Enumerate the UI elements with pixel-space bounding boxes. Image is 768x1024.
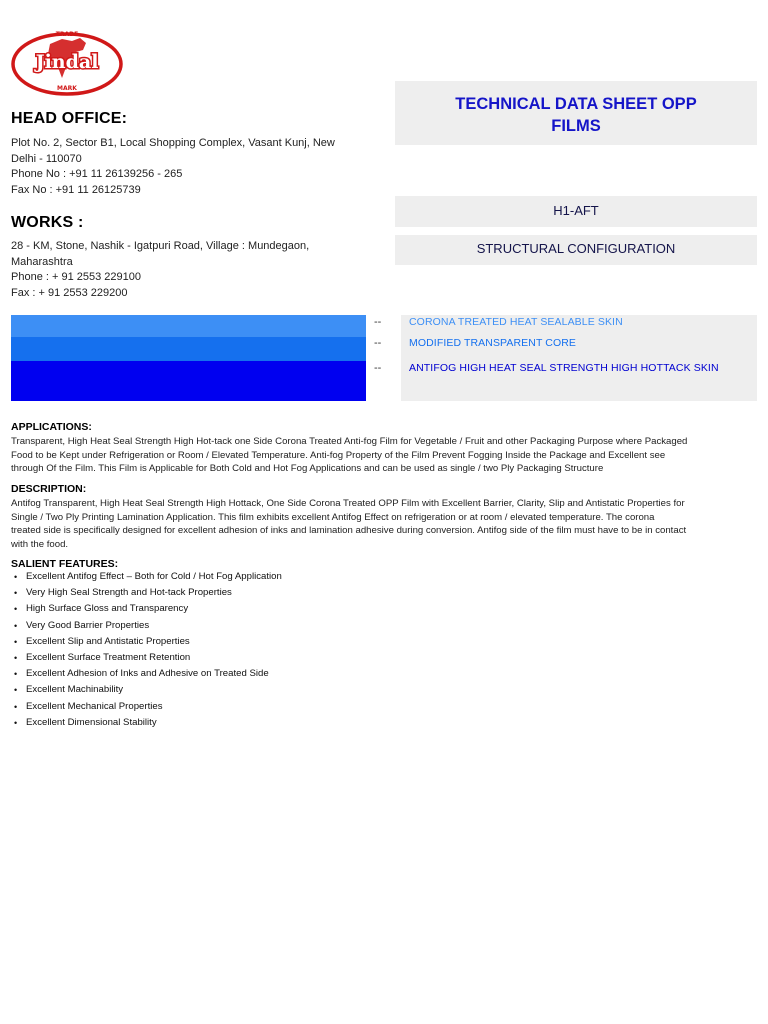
list-item bbox=[11, 666, 751, 682]
logo-brand-text: Jindal bbox=[35, 51, 99, 73]
bullet-icon: • bbox=[14, 620, 18, 631]
layer-bar-skin-top bbox=[11, 315, 366, 337]
bullet-icon: • bbox=[14, 636, 18, 647]
structural-configuration-box: STRUCTURAL CONFIGURATION bbox=[395, 235, 757, 265]
layer-label-core: MODIFIED TRANSPARENT CORE bbox=[409, 337, 577, 349]
layer-dash-1: -- bbox=[374, 316, 382, 328]
head-office-heading: HEAD OFFICE: bbox=[11, 110, 128, 127]
layer-bar-core bbox=[11, 337, 366, 361]
applications-line1: Transparent, High Heat Seal Strength High Hot-tack one Side Corona Treated Anti-fog Film for Vegetable / Fruit and other Packaging Purpose where Packaged bbox=[11, 436, 688, 447]
description-line4: with the food. bbox=[11, 538, 69, 550]
grade-box: H1-AFT bbox=[395, 196, 757, 227]
head-office-address bbox=[11, 136, 371, 198]
layer-label-skin-top: CORONA TREATED HEAT SEALABLE SKIN bbox=[409, 316, 623, 328]
works-heading: WORKS : bbox=[11, 214, 84, 231]
works-phone: Phone : + 91 2553 229100 bbox=[11, 271, 141, 283]
list-item bbox=[11, 585, 751, 601]
salient-features-list bbox=[11, 569, 751, 731]
description-line1: Antifog Transparent, High Heat Seal Strength High Hottack, One Side Corona Treated OPP Film with Excellent Barrier, Clarity, Slip and Antistatic Properties for bbox=[11, 498, 685, 509]
layer-label-skin-bottom: ANTIFOG HIGH HEAT SEAL STRENGTH HIGH HOTTACK SKIN bbox=[409, 362, 719, 374]
layer-dash-3: -- bbox=[374, 362, 382, 374]
title-box bbox=[395, 81, 757, 145]
applications-heading: APPLICATIONS: bbox=[11, 421, 92, 433]
logo-mark-text: MARK bbox=[57, 85, 77, 92]
description-line2: Single / Two Ply Printing Lamination Application. This film exhibits excellent Antifog Effect on refrigeration or at room / elevated temperature. The corona bbox=[11, 511, 655, 523]
description-heading: DESCRIPTION: bbox=[11, 483, 87, 495]
title-line1: TECHNICAL DATA SHEET OPP bbox=[455, 95, 697, 113]
list-item bbox=[11, 715, 751, 731]
feature-text: High Surface Gloss and Transparency bbox=[26, 603, 189, 615]
list-item bbox=[11, 682, 751, 698]
head-office-phone: Phone No : +91 11 26139256 - 265 bbox=[11, 168, 183, 180]
bullet-icon: • bbox=[14, 604, 18, 615]
bullet-icon: • bbox=[14, 701, 18, 712]
feature-text: Excellent Slip and Antistatic Properties bbox=[26, 635, 190, 647]
applications-line2: Food to be Kept under Refrigeration or Room / Elevated Temperature. Anti-fog Property of the Film Prevent Fogging Inside the Package and Excellent see bbox=[11, 449, 666, 461]
works-address bbox=[11, 239, 371, 301]
list-item bbox=[11, 601, 751, 617]
works-fax: Fax : + 91 2553 229200 bbox=[11, 286, 128, 299]
feature-text: Excellent Dimensional Stability bbox=[26, 716, 157, 728]
title-line2: FILMS bbox=[551, 117, 601, 135]
feature-text: Excellent Machinability bbox=[26, 684, 124, 696]
description-text bbox=[11, 497, 759, 551]
list-item bbox=[11, 650, 751, 666]
applications-line3: through Of the Film. This Film is Applicable for Both Cold and Hot Fog Applications and can be used as single / two Ply Packaging Structure bbox=[11, 463, 604, 475]
head-office-fax: Fax No : +91 11 26125739 bbox=[11, 183, 141, 196]
head-office-address-line2: Delhi - 110070 bbox=[11, 152, 82, 165]
bullet-icon: • bbox=[14, 717, 18, 728]
list-item bbox=[11, 699, 751, 715]
bullet-icon: • bbox=[14, 669, 18, 680]
feature-text: Very Good Barrier Properties bbox=[26, 619, 150, 631]
head-office-address-line1: Plot No. 2, Sector B1, Local Shopping Complex, Vasant Kunj, New bbox=[11, 137, 335, 149]
layer-dash-2: -- bbox=[374, 337, 382, 349]
works-address-line2: Maharashtra bbox=[11, 255, 73, 268]
layer-bar-skin-bottom bbox=[11, 361, 366, 401]
works-address-line1: 28 - KM, Stone, Nashik - Igatpuri Road, Village : Mundegaon, bbox=[11, 240, 310, 252]
description-line3: treated side is specifically designed for excellent adhesion of inks and lamination adhesive during conversion. Antifog side of the film must have to be in contact bbox=[11, 525, 687, 537]
applications-text bbox=[11, 435, 759, 476]
bullet-icon: • bbox=[14, 588, 18, 599]
feature-text: Excellent Surface Treatment Retention bbox=[26, 651, 191, 663]
company-logo bbox=[10, 30, 124, 98]
feature-text: Very High Seal Strength and Hot-tack Properties bbox=[26, 587, 232, 599]
feature-text: Excellent Mechanical Properties bbox=[26, 700, 163, 712]
feature-text: Excellent Antifog Effect – Both for Cold / Hot Fog Application bbox=[26, 571, 282, 582]
bullet-icon: • bbox=[14, 572, 18, 582]
document-title bbox=[395, 81, 757, 137]
list-item bbox=[11, 618, 751, 634]
feature-text: Excellent Adhesion of Inks and Adhesive on Treated Side bbox=[26, 668, 269, 680]
salient-features-heading: SALIENT FEATURES: bbox=[11, 558, 119, 570]
logo-trade-text: TRADE bbox=[55, 31, 79, 38]
bullet-icon: • bbox=[14, 652, 18, 663]
list-item bbox=[11, 634, 751, 650]
list-item bbox=[11, 569, 751, 585]
bullet-icon: • bbox=[14, 685, 18, 696]
